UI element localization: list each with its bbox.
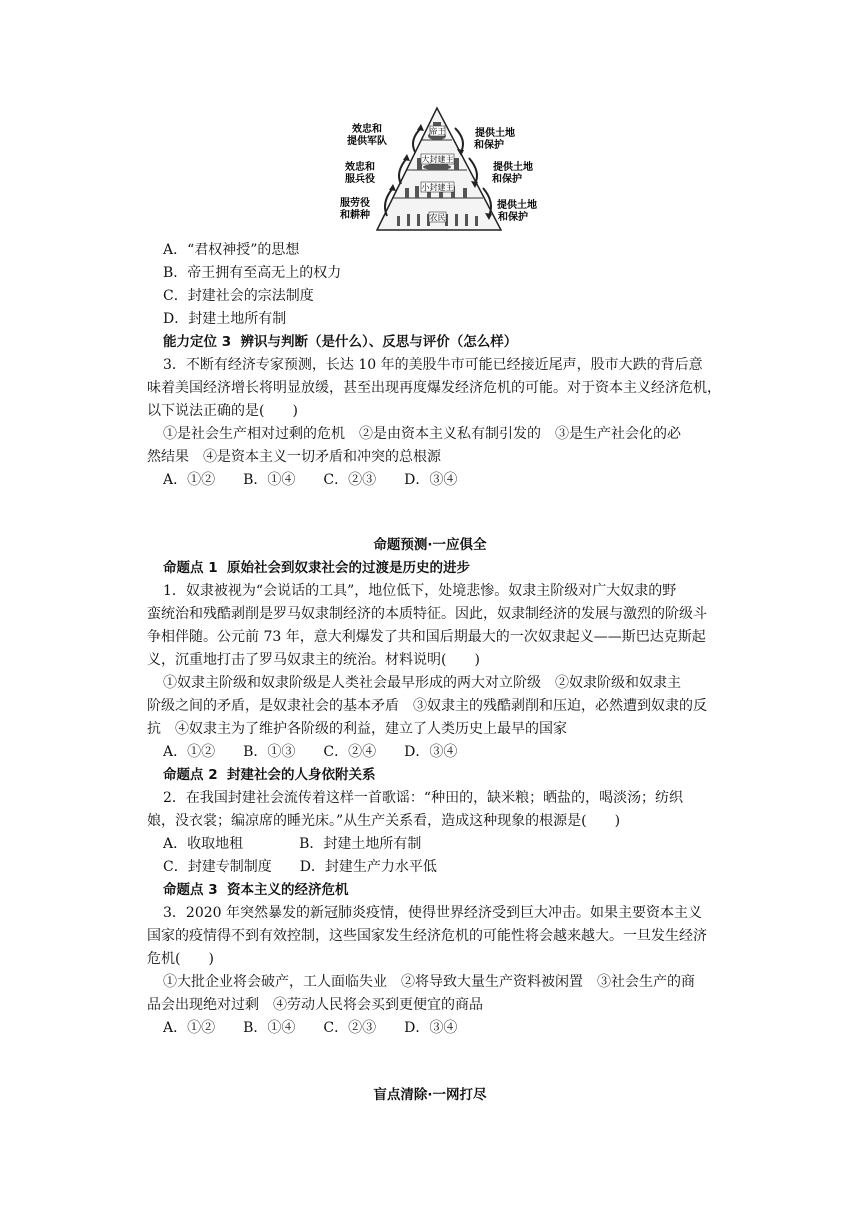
option-c: C．封建社会的宗法制度 [163,288,314,304]
question-text-line: 品会出现绝对过剩 ④劳动人民将会买到更便宜的商品 [147,997,483,1013]
question-text-line: 危机( ) [147,951,214,967]
question-text-line: ①是社会生产相对过剩的危机 ②是由资本主义私有制引发的 ③是生产社会化的必 [163,426,681,442]
feudal-pyramid-figure [337,106,537,232]
feudal-pyramid-diagram [337,106,537,232]
label-mid-right-2: 和保护 [492,174,522,185]
label-bot-right-2: 和保护 [498,212,528,223]
answer-options: C．封建专制制度 D．封建生产力水平低 [163,859,437,875]
label-bot-right-1: 提供土地 [497,200,537,211]
question-text-line: 争相伴随。公元前 73 年，意大利爆发了共和国后期最大的一次奴隶起义——斯巴达克斯起 [147,629,706,645]
question-text-line: 3．不断有经济专家预测，长达 10 年的美股牛市可能已经接近尾声，股市大跌的背后意 [163,357,703,373]
question-text-line: 1．奴隶被视为“会说话的工具”，地位低下，处境悲惨。奴隶主阶级对广大奴隶的野 [163,583,677,599]
question-text-line: 义，沉重地打击了罗马奴隶主的统治。材料说明( ) [147,652,480,668]
question-text-line: 2．在我国封建社会流传着这样一首歌谣：“种田的，缺米粮；晒盐的，喝淡汤；纺织 [163,790,684,806]
question-text-line: 抗 ④奴隶主为了维护各阶级的利益，建立了人类历史上最早的国家 [147,721,567,737]
question-text-line: ①大批企业将会破产，工人面临失业 ②将导致大量生产资料被闲置 ③社会生产的商 [163,974,695,990]
section-title: 盲点清除·一网打尽 [373,1087,487,1103]
answer-options: A．①② B．①④ C．②③ D．③④ [163,1020,458,1036]
question-text-line: 然结果 ④是资本主义一切矛盾和冲突的总根源 [147,449,441,465]
question-text-line: 娘，没衣裳；编凉席的睡光床。”从生产关系看，造成这种现象的根源是( ) [147,813,621,829]
tier-peasant-label: 农民 [429,213,446,222]
section-title: 命题预测·一应俱全 [373,537,487,553]
answer-options: A．①② B．①③ C．②④ D．③④ [163,744,458,760]
question-text-line: ①奴隶主阶级和奴隶阶级是人类社会最早形成的两大对立阶级 ②奴隶阶级和奴隶主 [163,675,681,691]
question-text-line: 以下说法正确的是( ) [147,403,298,419]
point-heading: 命题点 3 资本主义的经济危机 [163,882,349,898]
question-text-line: 蛮统治和残酷剥削是罗马奴隶制经济的本质特征。因此，奴隶制经济的发展与激烈的阶级斗 [147,606,707,622]
label-mid-left-1: 效忠和 [345,162,375,173]
point-heading: 命题点 2 封建社会的人身依附关系 [163,767,376,783]
question-text-line: 国家的疫情得不到有效控制，这些国家发生经济危机的可能性将会越来越大。一旦发生经济 [147,928,707,944]
option-b: B．帝王拥有至高无上的权力 [163,265,342,281]
option-a: A．“君权神授”的思想 [163,242,300,258]
ability-heading: 能力定位 3 辨识与判断（是什么）、反思与评价（怎么样） [163,334,518,350]
tier-small-lord-label: 小封建主 [421,183,454,192]
question-text-line: 味着美国经济增长将明显放缓，甚至出现再度爆发经济危机的可能。对于资本主义经济危机， [147,380,721,396]
point-heading: 命题点 1 原始社会到奴隶社会的过渡是历史的进步 [163,560,470,576]
answer-options: A．收取地租 B．封建土地所有制 [163,836,422,852]
label-top-left-2: 提供军队 [347,136,387,147]
label-top-right-2: 和保护 [474,140,504,151]
tier-emperor-label: 帝王 [429,127,446,136]
tier-great-lord-label: 大封建主 [421,155,454,164]
option-d: D．封建土地所有制 [163,311,287,327]
answer-options: A．①② B．①④ C．②③ D．③④ [163,472,458,488]
label-top-right-1: 提供土地 [475,128,515,139]
label-mid-right-1: 提供土地 [493,162,533,173]
question-text-line: 阶级之间的矛盾，是奴隶社会的基本矛盾 ③奴隶主的残酷剥削和压迫，必然遭到奴隶的反 [147,698,707,714]
label-top-left-1: 效忠和 [352,124,382,135]
label-bot-left-1: 服劳役 [340,198,370,209]
label-mid-left-2: 服兵役 [345,174,375,185]
label-bot-left-2: 和耕种 [340,210,370,221]
question-text-line: 3．2020 年突然暴发的新冠肺炎疫情，使得世界经济受到巨大冲击。如果主要资本主义 [163,905,702,921]
